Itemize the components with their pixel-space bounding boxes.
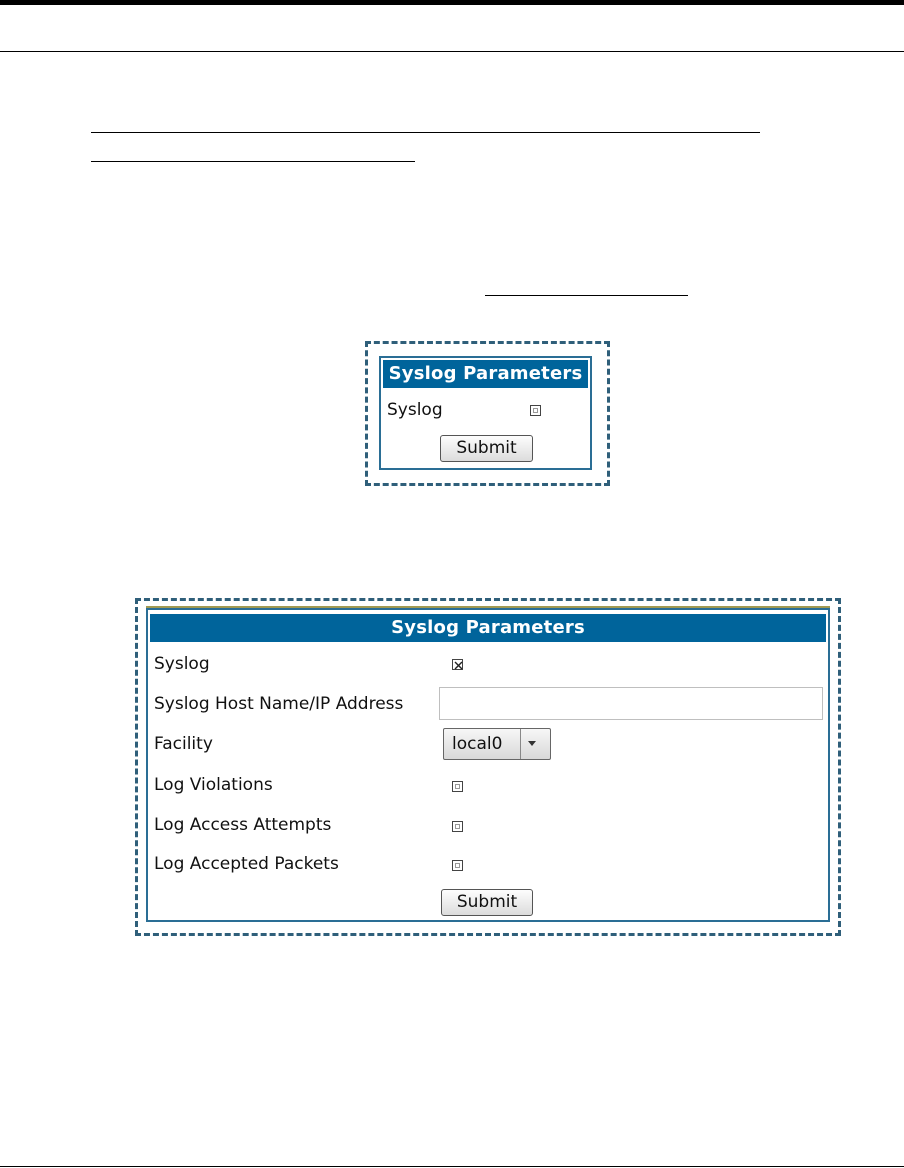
facility-select[interactable] — [443, 728, 551, 760]
check-x-icon — [453, 660, 464, 671]
log-violations-checkbox[interactable] — [452, 781, 463, 792]
log-access-label: Log Access Attempts — [154, 815, 332, 835]
chevron-down-icon — [528, 741, 536, 746]
link-underline-1[interactable] — [91, 132, 760, 133]
host-label: Syslog Host Name/IP Address — [154, 694, 404, 714]
link-underline-3[interactable] — [485, 295, 688, 296]
syslog-label: Syslog — [154, 654, 210, 674]
host-input[interactable] — [439, 687, 823, 720]
select-divider — [520, 729, 521, 759]
small-panel-title: Syslog Parameters — [383, 360, 588, 388]
small-syslog-label: Syslog — [387, 400, 443, 420]
header-rule — [0, 51, 904, 52]
log-access-checkbox[interactable] — [452, 821, 463, 832]
small-submit-button[interactable]: Submit — [440, 435, 533, 462]
link-underline-2[interactable] — [91, 161, 415, 162]
footer-rule — [0, 1166, 904, 1167]
large-panel-title: Syslog Parameters — [150, 614, 826, 642]
top-bar — [0, 0, 904, 5]
large-submit-button[interactable]: Submit — [441, 889, 533, 916]
log-accepted-label: Log Accepted Packets — [154, 854, 339, 874]
large-syslog-panel — [146, 608, 830, 922]
small-syslog-checkbox[interactable] — [530, 405, 541, 416]
log-violations-label: Log Violations — [154, 775, 273, 795]
facility-value: local0 — [452, 734, 503, 754]
syslog-checkbox[interactable] — [452, 659, 463, 670]
log-accepted-checkbox[interactable] — [452, 860, 463, 871]
small-syslog-panel — [379, 356, 592, 470]
facility-label: Facility — [154, 734, 213, 754]
